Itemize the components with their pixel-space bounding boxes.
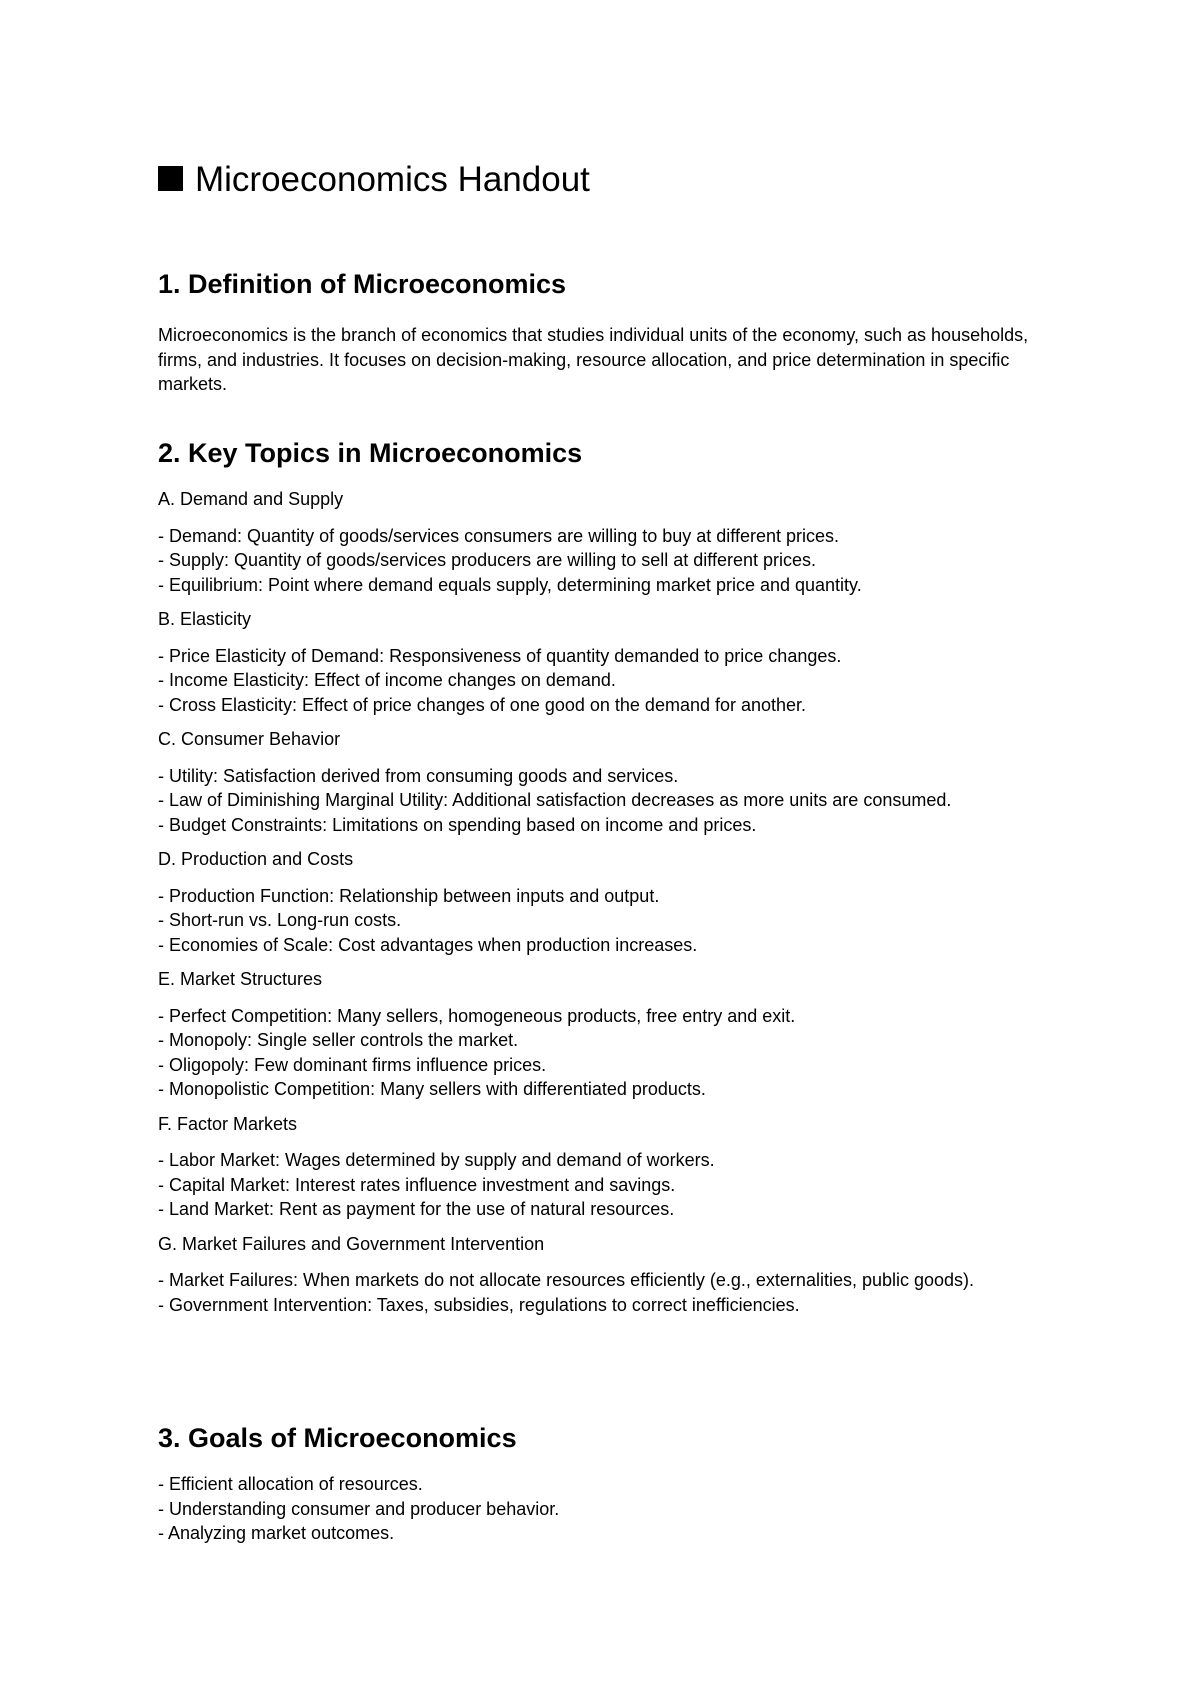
- list-item: - Income Elasticity: Effect of income changes on demand.: [158, 670, 616, 690]
- topic-title: G. Market Failures and Government Intervention: [158, 1233, 545, 1254]
- list-item: - Utility: Satisfaction derived from consuming goods and services.: [158, 765, 679, 786]
- list-item: - Perfect Competition: Many sellers, homogeneous products, free entry and exit.: [158, 1005, 796, 1026]
- list-item: - Short-run vs. Long-run costs.: [158, 910, 402, 930]
- document-title-text: Microeconomics Handout: [195, 160, 590, 199]
- topic-factor-markets: [158, 1112, 1058, 1222]
- list-item: - Analyzing market outcomes.: [158, 1523, 395, 1543]
- list-item: - Land Market: Rent as payment for the use of natural resources.: [158, 1199, 675, 1219]
- section-heading-key-topics: 2. Key Topics in Microeconomics: [158, 438, 583, 468]
- list-item: - Capital Market: Interest rates influence investment and savings.: [158, 1174, 676, 1195]
- list-item: - Price Elasticity of Demand: Responsiveness of quantity demanded to price changes.: [158, 645, 842, 666]
- topic-title: D. Production and Costs: [158, 849, 354, 869]
- topic-demand-supply: [158, 487, 1058, 597]
- list-item: - Efficient allocation of resources.: [158, 1474, 423, 1494]
- section-goals: [158, 1420, 1058, 1546]
- topic-production-costs: [158, 847, 1058, 957]
- list-item: - Oligopoly: Few dominant firms influence prices.: [158, 1054, 547, 1075]
- topic-title: B. Elasticity: [158, 609, 252, 629]
- list-item: - Demand: Quantity of goods/services consumers are willing to buy at different prices.: [158, 525, 839, 546]
- list-item: - Labor Market: Wages determined by supply and demand of workers.: [158, 1150, 715, 1170]
- document-title: [158, 158, 590, 202]
- topic-title: E. Market Structures: [158, 969, 323, 989]
- list-item: - Law of Diminishing Marginal Utility: Additional satisfaction decreases as more units are consumed.: [158, 790, 952, 810]
- list-item: - Budget Constraints: Limitations on spending based on income and prices.: [158, 814, 757, 835]
- list-item: - Cross Elasticity: Effect of price changes of one good on the demand for another.: [158, 694, 807, 715]
- section-heading-goals: 3. Goals of Microeconomics: [158, 1423, 517, 1453]
- topic-list: [158, 884, 1058, 958]
- section-definition: [158, 266, 1058, 397]
- list-item: - Market Failures: When markets do not allocate resources efficiently (e.g., externalities, public goods).: [158, 1270, 975, 1290]
- definition-paragraph: Microeconomics is the branch of economics that studies individual units of the economy, such as households, firms, and industries. It focuses on decision-making, resource allocation, and price determination in specific markets.: [158, 325, 1029, 394]
- list-item: - Production Function: Relationship between inputs and output.: [158, 885, 660, 906]
- list-item: - Government Intervention: Taxes, subsidies, regulations to correct inefficiencies.: [158, 1294, 800, 1315]
- topic-elasticity: [158, 607, 1058, 717]
- topic-title: A. Demand and Supply: [158, 489, 344, 509]
- topic-list: [158, 644, 1058, 718]
- goals-list: [158, 1472, 1058, 1546]
- list-item: - Monopolistic Competition: Many sellers with differentiated products.: [158, 1079, 706, 1099]
- topic-list: [158, 1268, 1058, 1317]
- list-item: - Equilibrium: Point where demand equals supply, determining market price and quantity.: [158, 574, 862, 595]
- topic-title: F. Factor Markets: [158, 1113, 298, 1134]
- list-item: - Economies of Scale: Cost advantages when production increases.: [158, 934, 698, 955]
- list-item: - Supply: Quantity of goods/services producers are willing to sell at different prices.: [158, 550, 816, 570]
- topic-market-structures: [158, 967, 1058, 1102]
- list-item: - Understanding consumer and producer behavior.: [158, 1498, 560, 1519]
- topic-list: [158, 1148, 1058, 1222]
- black-square-icon: [158, 166, 183, 191]
- topic-list: [158, 1004, 1058, 1102]
- topic-list: [158, 764, 1058, 838]
- topic-list: [158, 524, 1058, 598]
- topic-consumer-behavior: [158, 727, 1058, 837]
- list-item: - Monopoly: Single seller controls the market.: [158, 1030, 519, 1050]
- topic-market-failures: [158, 1232, 1058, 1318]
- topic-title: C. Consumer Behavior: [158, 729, 341, 749]
- section-heading-definition: 1. Definition of Microeconomics: [158, 269, 567, 299]
- section-key-topics: [158, 435, 1058, 1317]
